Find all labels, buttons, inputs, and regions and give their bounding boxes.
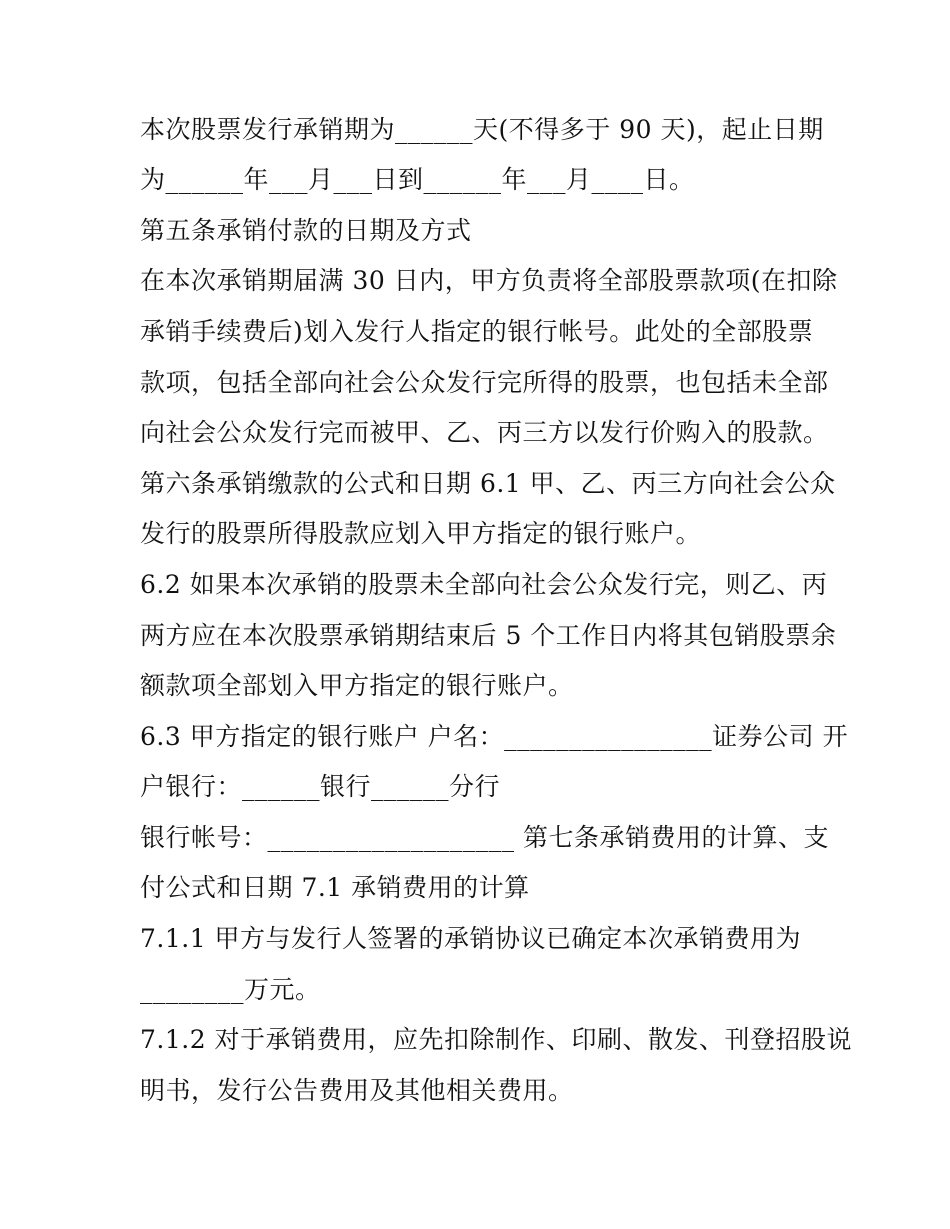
text-line-underwriting-period: 本次股票发行承销期为______天(不得多于 90 天)，起止日期 xyxy=(140,115,824,144)
text-line-account-number: 银行帐号：___________________ 第七条承销费用的计算、支 xyxy=(140,823,829,852)
text-line: 明书，发行公告费用及其他相关费用。 xyxy=(140,1076,574,1105)
text-line: 额款项全部划入甲方指定的银行账户。 xyxy=(140,671,574,700)
text-line: 发行的股票所得股款应划入甲方指定的银行账户。 xyxy=(140,519,702,548)
clause-7-1-1: 7.1.1 甲方与发行人签署的承销协议已确定本次承销费用为 xyxy=(140,924,802,953)
clause-6-3: 6.3 甲方指定的银行账户 户名：________________证券公司 开 xyxy=(140,722,849,751)
text-line-amount: ________万元。 xyxy=(140,975,321,1004)
text-line: 在本次承销期届满 30 日内，甲方负责将全部股票款项(在扣除 xyxy=(140,266,838,295)
text-line: 付公式和日期 7.1 承销费用的计算 xyxy=(140,873,530,902)
text-line: 款项，包括全部向社会公众发行完所得的股票，也包括未全部 xyxy=(140,368,829,397)
text-line: 向社会公众发行完而被甲、乙、丙三方以发行价购入的股款。 xyxy=(140,418,829,447)
clause-6-2: 6.2 如果本次承销的股票未全部向社会公众发行完，则乙、丙 xyxy=(140,570,828,599)
section-heading-article-6: 第六条承销缴款的公式和日期 6.1 甲、乙、丙三方向社会公众 xyxy=(140,469,836,498)
section-heading-article-5: 第五条承销付款的日期及方式 xyxy=(140,216,472,245)
text-line-bank: 户银行：______银行______分行 xyxy=(140,772,501,801)
text-line-date-range: 为______年___月___日到______年___月____日。 xyxy=(140,165,695,194)
text-line: 承销手续费后)划入发行人指定的银行帐号。此处的全部股票 xyxy=(140,317,814,346)
text-line: 两方应在本次股票承销期结束后 5 个工作日内将其包销股票余 xyxy=(140,621,837,650)
clause-7-1-2: 7.1.2 对于承销费用，应先扣除制作、印刷、散发、刊登招股说 xyxy=(140,1025,853,1054)
